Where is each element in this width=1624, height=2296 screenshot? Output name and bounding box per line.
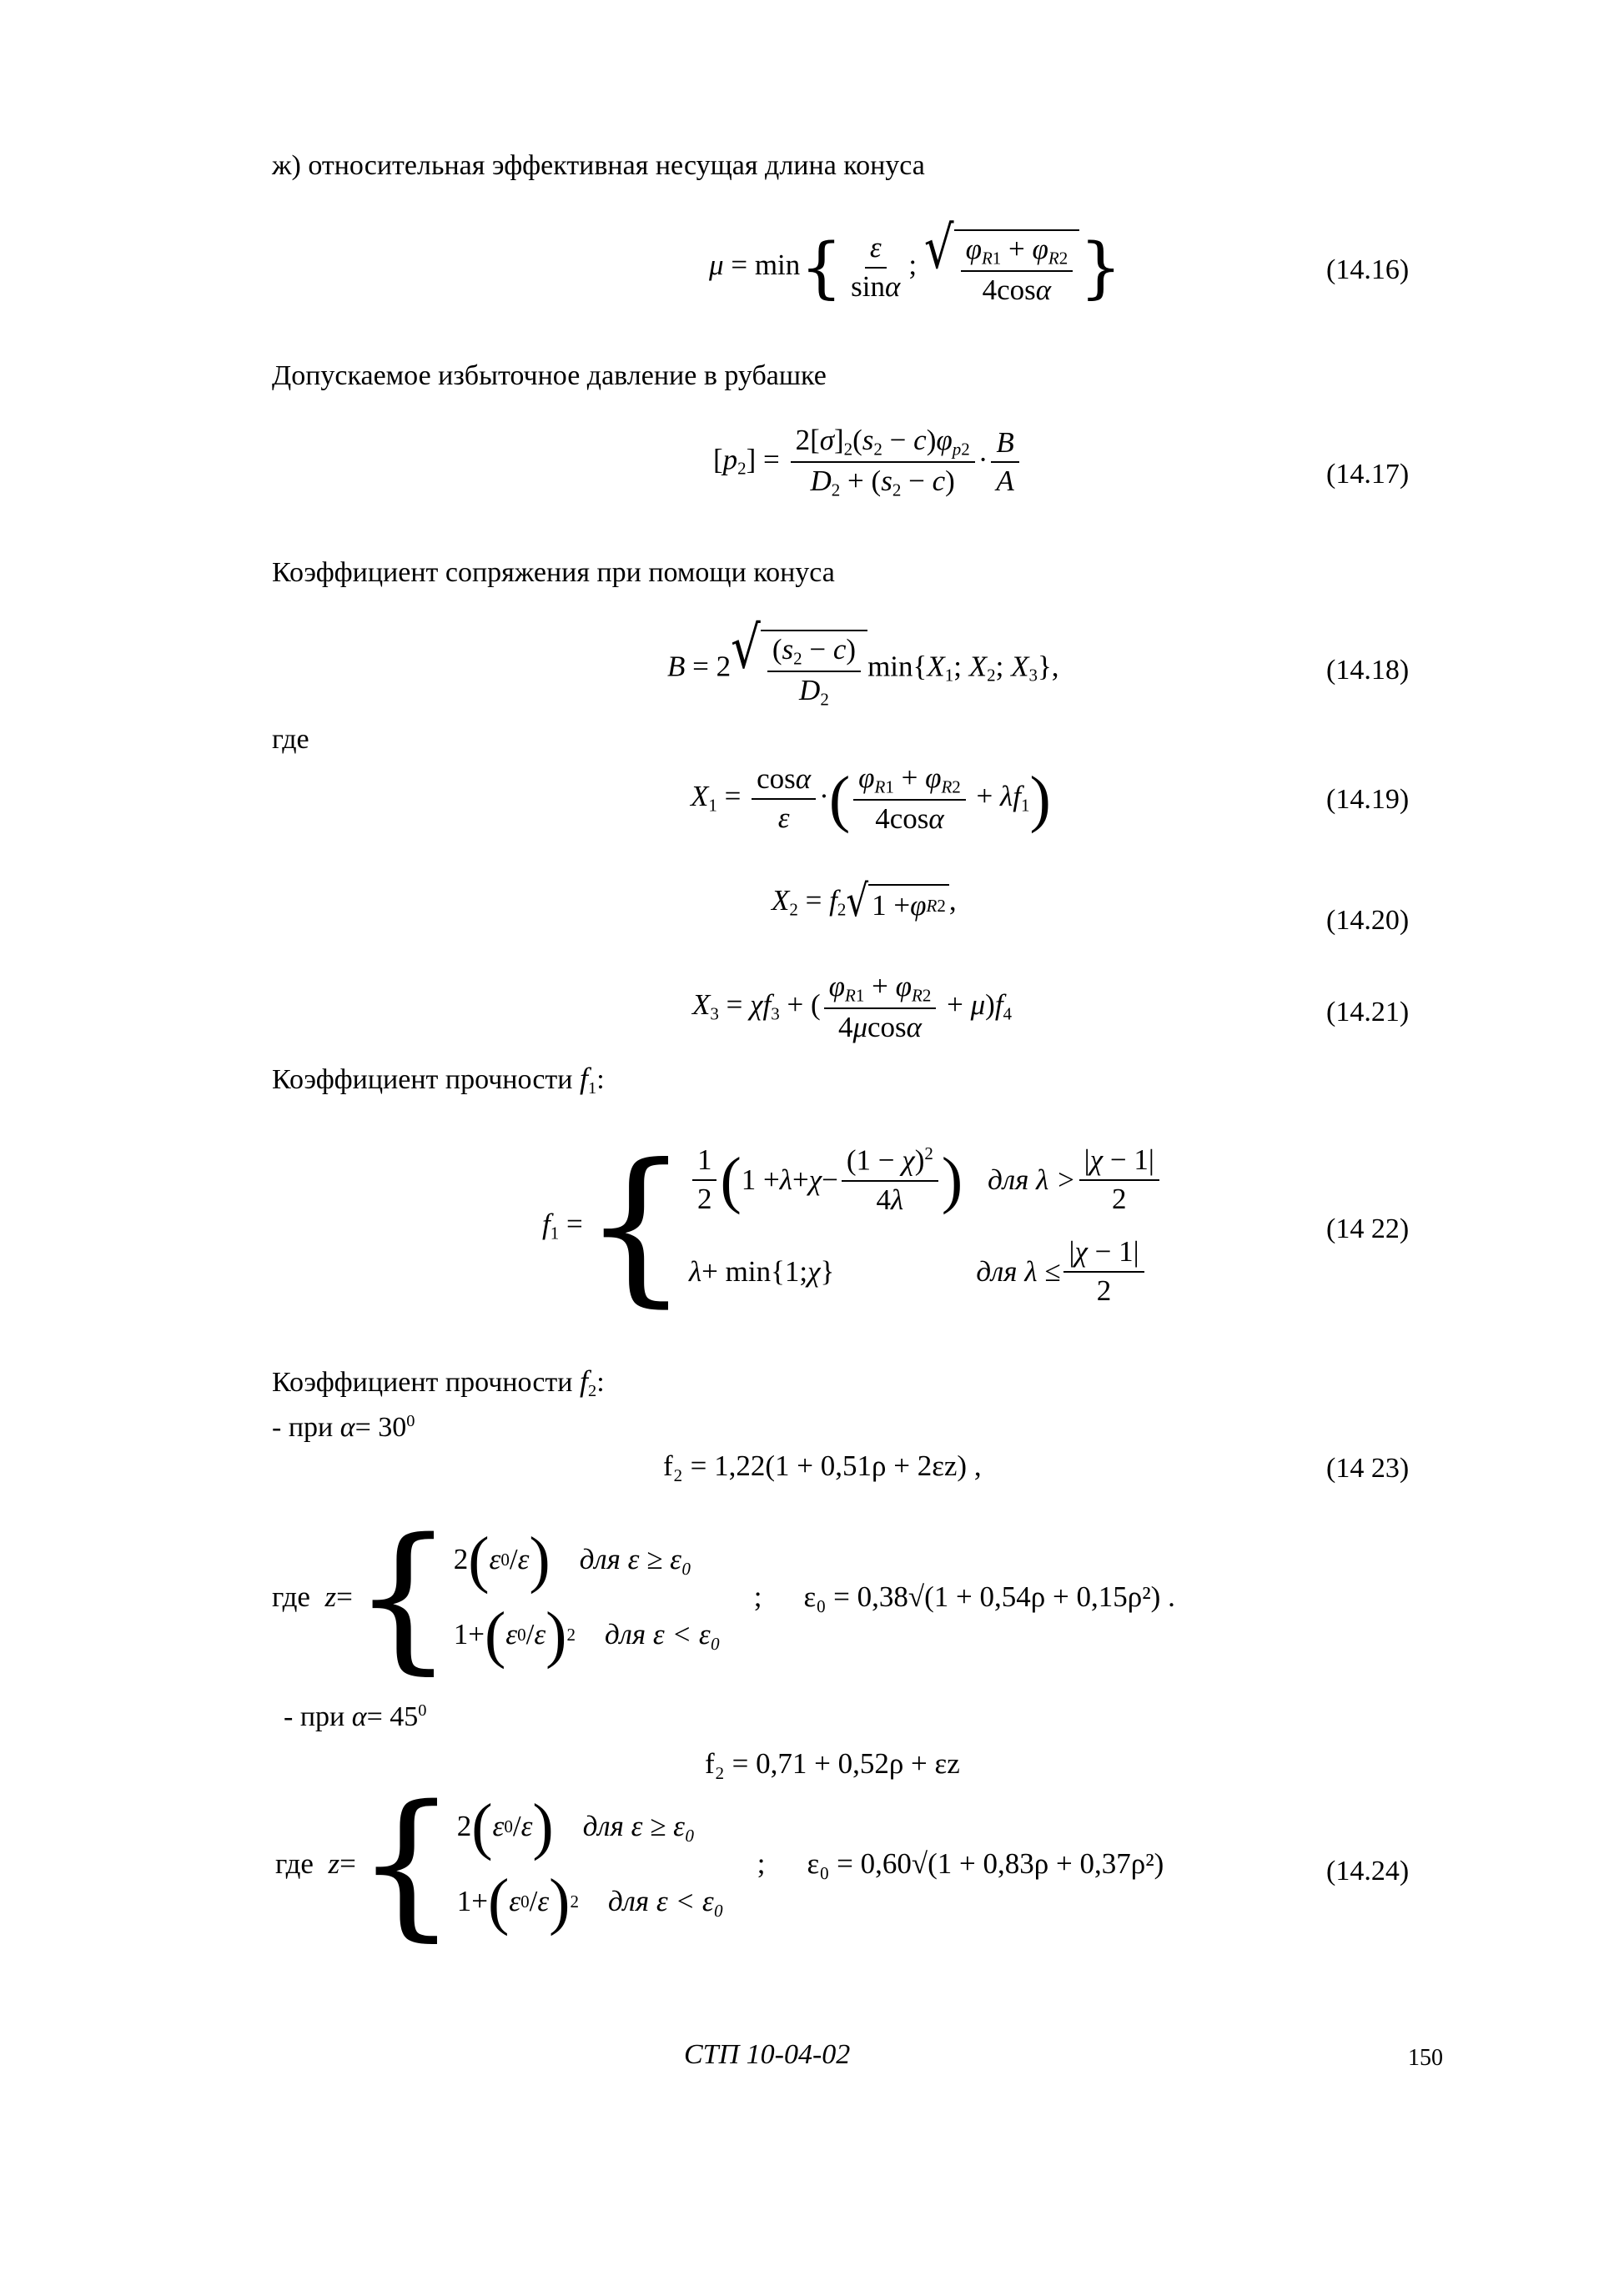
condition-label: - при — [284, 1701, 345, 1733]
equation-14-17: $[p_2]$ = $\frac{2[\sigma]_2(s_2 - c)\varphi_{p2}}{D_2 + (s_2 - c)}$ · $\frac{B}{A}$ — [713, 425, 1023, 500]
paragraph-text: Коэффициент прочности $f_1$: — [272, 1062, 605, 1098]
equation-number: (14.21) — [1326, 997, 1410, 1027]
z-definition-30: где z = { 2 ( ε 0 / ε ) для ε ≥ ε₀ 1+ ( ε 0 / ε ) 2 для ε < ε₀ ; ε₀ = 0,38√(1 + 0,54ρ + 0,15ρ²) . — [272, 1505, 1175, 1689]
equation-14-23: f₂ = 1,22(1 + 0,51ρ + 2εz) , — [663, 1449, 982, 1482]
equation-number: (14 22) — [1326, 1213, 1410, 1244]
equation-14-18: B = 2 √ $\frac{(s_2 - c)}{D_2}$ $\min\{X_1$; $X_2$; $X_3$}, — [667, 614, 1059, 710]
paragraph-text: Допускаемое избыточное давление в рубашке — [272, 360, 827, 391]
equation-number: (14.20) — [1326, 905, 1410, 936]
condition-text: для ε ≥ ε₀ — [582, 1810, 696, 1842]
equation-number: (14.24) — [1326, 1856, 1410, 1887]
equation-number: (14.16) — [1326, 254, 1410, 285]
where-label: где — [272, 1580, 310, 1613]
condition-text: для ε < ε₀ — [604, 1618, 721, 1650]
where-label: где — [272, 724, 309, 755]
condition-label: - при — [272, 1412, 334, 1444]
paragraph-label: Коэффициент прочности — [272, 1367, 573, 1398]
paragraph-label: Коэффициент прочности — [272, 1064, 573, 1095]
where-label: где — [275, 1847, 314, 1880]
z-definition-45: где z = { 2 ( ε 0 / ε ) для ε ≥ ε₀ 1+ ( ε 0 / ε ) 2 для ε < ε₀ ; ε₀ = 0,60√(1 + 0,83ρ + 0,37ρ²) — [275, 1771, 1164, 1956]
paragraph-text: Коэффициент прочности $f_2$: — [272, 1364, 605, 1401]
page-number: 150 — [1408, 2045, 1443, 2071]
condition-alpha-45: - при $\alpha= 45^0$ — [284, 1701, 427, 1733]
equation-number: (14.18) — [1326, 655, 1410, 686]
equation-f2-45: f₂ = 0,71 + 0,52ρ + εz — [705, 1747, 960, 1780]
condition-text: для λ ≤ — [976, 1255, 1061, 1288]
equation-number: (14 23) — [1326, 1453, 1410, 1484]
equation-14-16: μ = min{ $\frac{\varepsilon}{\sin\alpha}$ ; √ $\frac{\varphi_{R1} + \varphi_{R2}}{4\cos\alpha}$ } — [709, 214, 1123, 307]
equation-number: (14.17) — [1326, 459, 1410, 490]
condition-text: для ε ≥ ε₀ — [579, 1543, 692, 1575]
footer-document-code: СТП 10-04-02 — [684, 2039, 851, 2070]
section-heading: ж) относительная эффективная несущая длина конуса — [272, 150, 925, 181]
equation-14-21: $X_3 = \chi f_3$ + ( $\frac{\varphi_{R1} + \varphi_{R2}}{4\mu\cos\alpha}$ + $\mu)f_4$ — [692, 970, 1013, 1044]
condition-text: для λ > — [988, 1163, 1076, 1196]
epsilon0-formula: ε₀ = 0,60√(1 + 0,83ρ + 0,37ρ²) — [807, 1847, 1164, 1880]
epsilon0-formula: ε₀ = 0,38√(1 + 0,54ρ + 0,15ρ²) . — [803, 1580, 1175, 1613]
equation-14-20: $X_2 = f_2$ √ 1 + φ R2 , — [772, 875, 957, 927]
condition-text: для ε < ε₀ — [607, 1885, 724, 1917]
equation-number: (14.19) — [1326, 784, 1410, 815]
condition-alpha-30: - при $\alpha= 30^0$ — [272, 1412, 415, 1444]
equation-14-19: $X_1$ = $\frac{\cos\alpha}{\varepsilon}$ ·( $\frac{\varphi_{R1} + \varphi_{R2}}{4\cos\alpha}$ + $\lambda f_1$) — [691, 761, 1051, 836]
paragraph-text: Коэффициент сопряжения при помощи конуса — [272, 557, 835, 588]
equation-14-22: $f_1$ = { $\frac{1}{2}$ ( 1 + λ + χ − $\frac{(1 - \chi)^2}{4\lambda}$ ) для λ > $\frac{|\chi - 1|}{2}$ λ + min{1; χ } для λ ≤ $\frac{|\chi - 1|}{2}$ — [542, 1134, 1163, 1318]
